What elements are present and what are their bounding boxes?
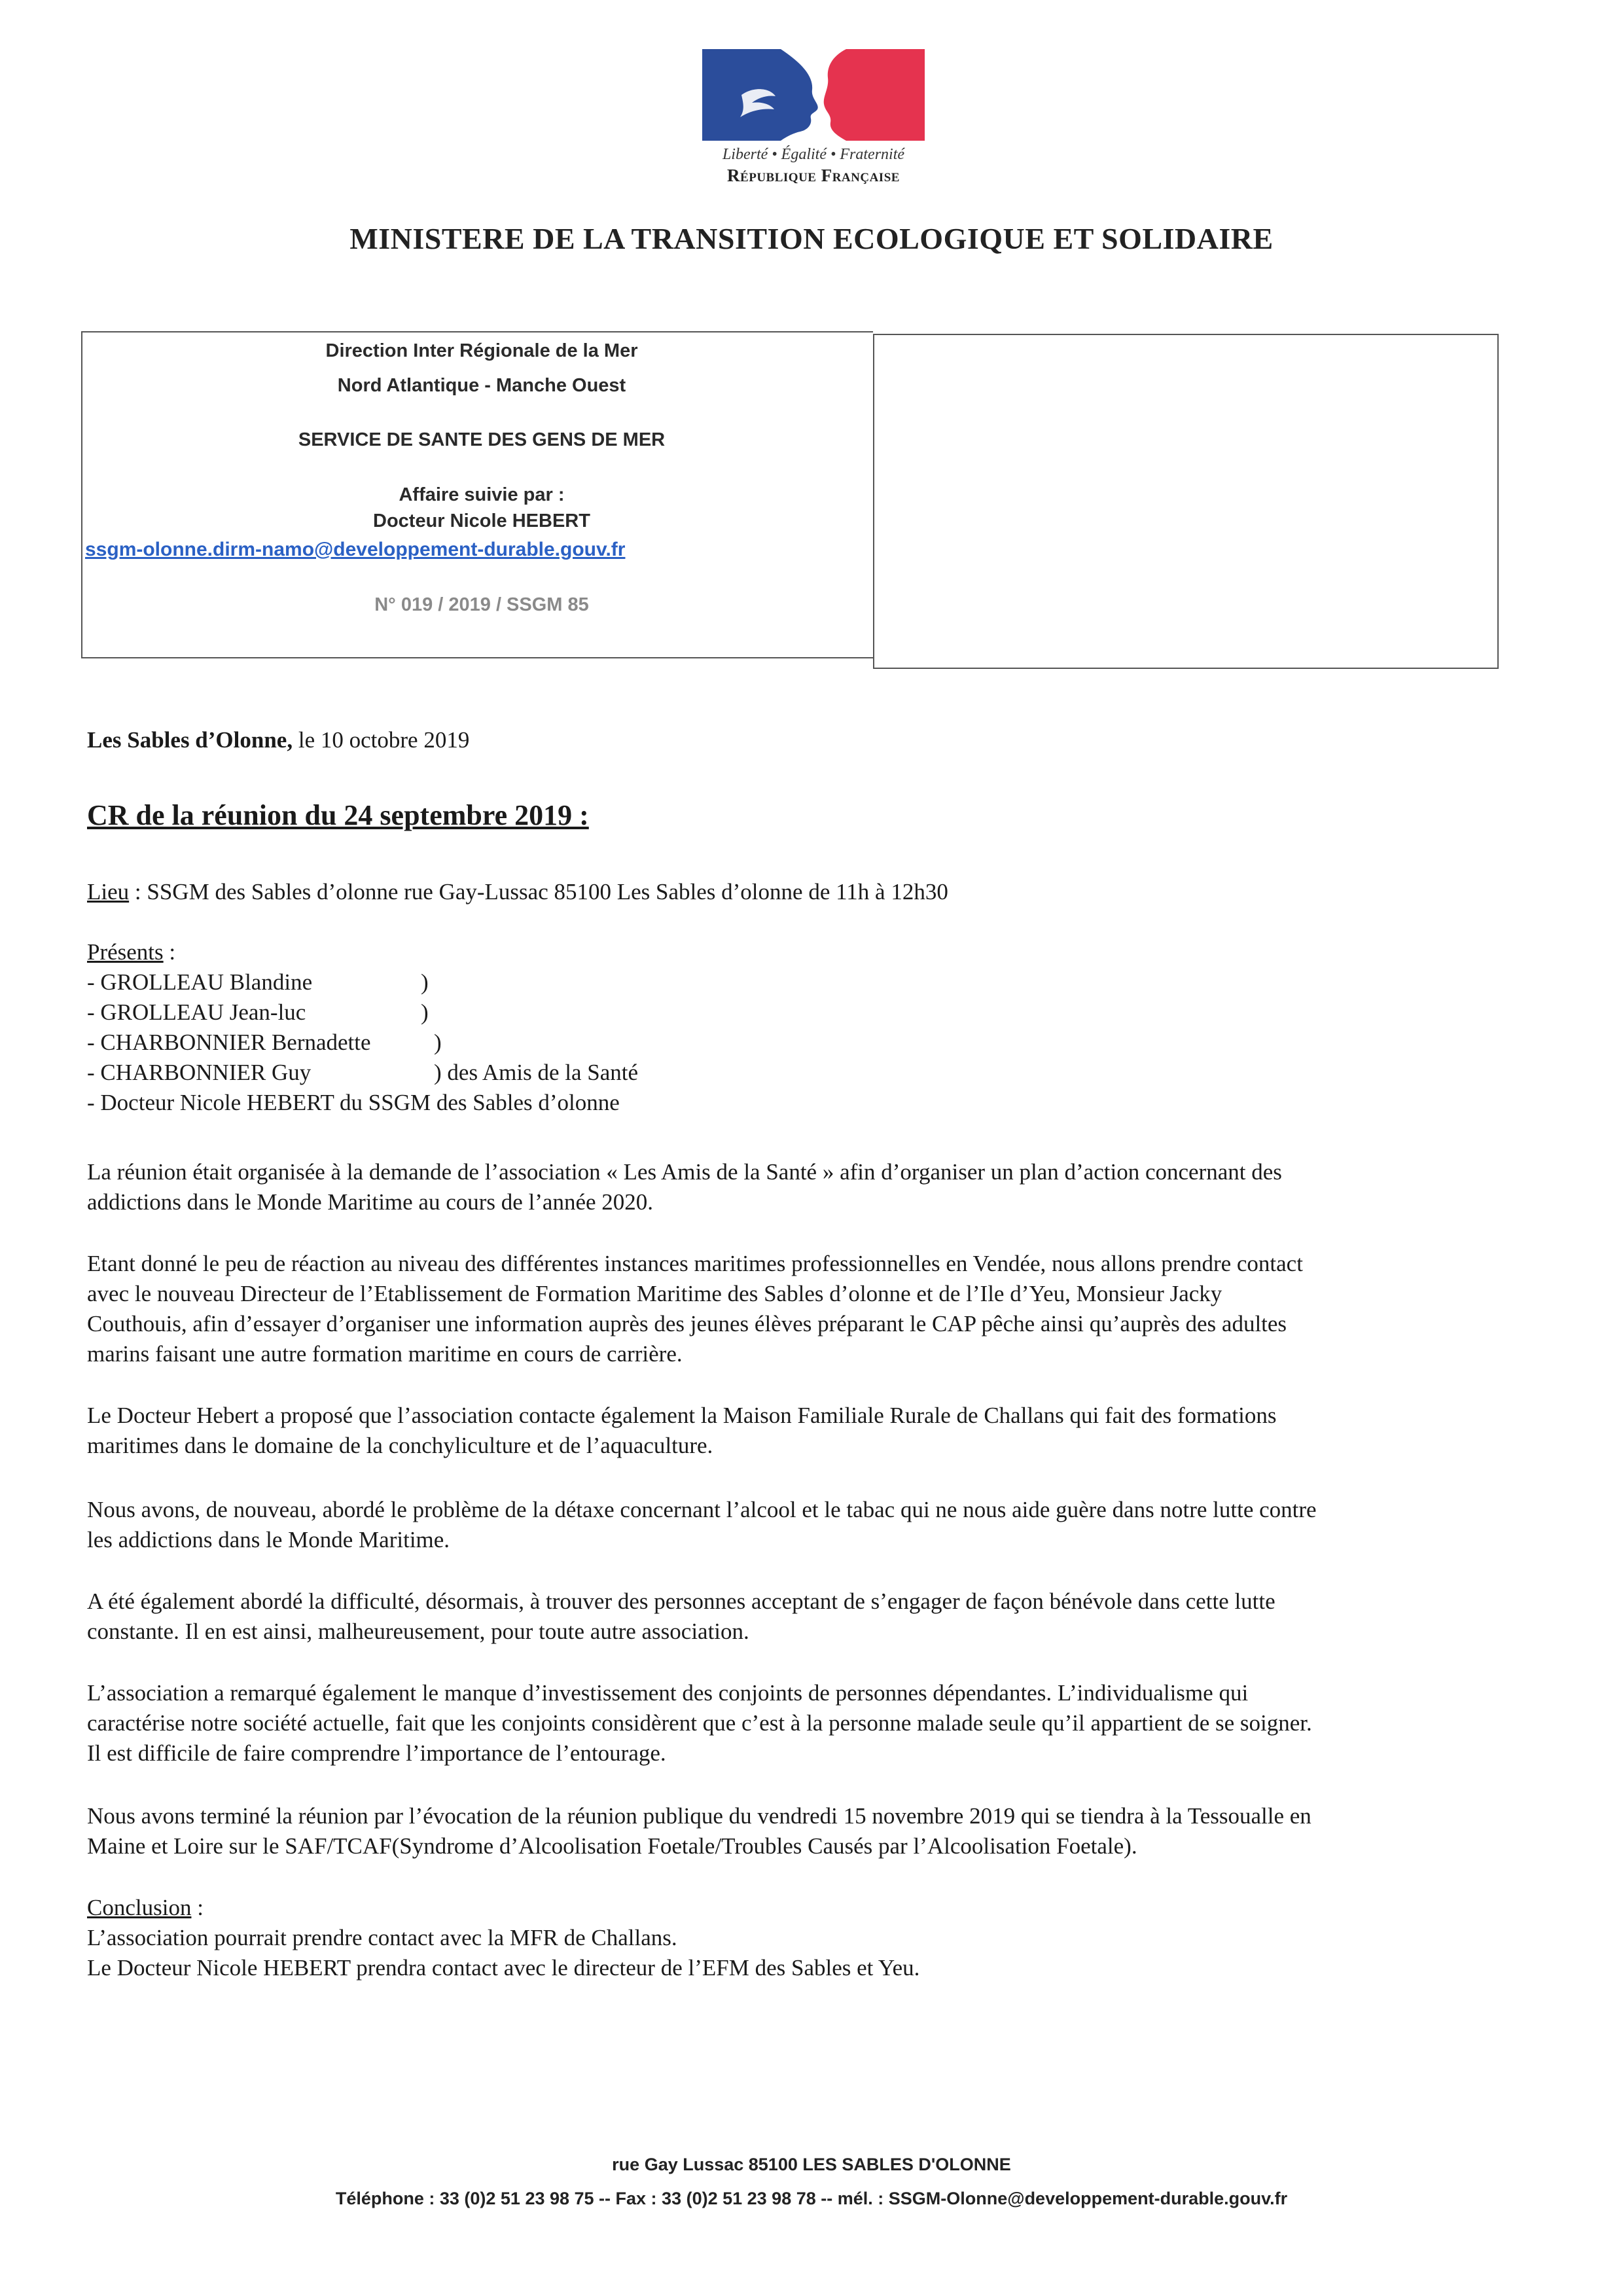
paragraph-line: Nous avons terminé la réunion par l’évocation de la réunion publique du vendredi 15 novembre 2019 qui se tiendra à la Tessoualle en — [87, 1803, 1311, 1829]
paragraph-line: La réunion était organisée à la demande de l’association « Les Amis de la Santé » afin d’organiser un plan d’action concernant des — [87, 1159, 1282, 1185]
date-place: Les Sables d’Olonne, — [87, 727, 293, 753]
report-title: CR de la réunion du 24 septembre 2019 : — [87, 799, 589, 831]
logo-republic-name: République Française — [727, 166, 900, 185]
letter-date — [87, 725, 1540, 755]
conclusion-heading — [87, 1893, 1540, 1923]
paragraph-line: Il est difficile de faire comprendre l’importance de l’entourage. — [87, 1740, 666, 1766]
paragraph-line: caractérise notre société actuelle, fait que les conjoints considèrent que c’est à la personne malade seule qu’il appartient de se soigner. — [87, 1710, 1312, 1736]
list-item: - Docteur Nicole HEBERT du SSGM des Sables d’olonne — [87, 1090, 620, 1115]
paragraph-line: Maine et Loire sur le SAF/TCAF(Syndrome d’Alcoolisation Foetale/Troubles Causés par l’Alcoolisation Foetale). — [87, 1833, 1137, 1859]
paragraph-line: A été également abordé la difficulté, désormais, à trouver des personnes acceptant de s’engager de façon bénévole dans cette lutte — [87, 1588, 1275, 1614]
paragraph-line: addictions dans le Monde Maritime au cours de l’année 2020. — [87, 1189, 654, 1215]
paragraph-4 — [87, 1495, 1540, 1555]
header-box-right — [873, 334, 1499, 669]
paragraph-line: Couthouis, afin d’essayer d’organiser une information auprès des jeunes élèves préparant le CAP pêche ainsi qu’auprès des adultes — [87, 1311, 1287, 1336]
header-doctor: Docteur Nicole HEBERT — [373, 511, 590, 531]
conclusion-label: Conclusion — [87, 1895, 192, 1920]
ministry-title: MINISTERE DE LA TRANSITION ECOLOGIQUE ET SOLIDAIRE — [349, 222, 1274, 255]
footer-contact: Téléphone : 33 (0)2 51 23 98 75 -- Fax : 33 (0)2 51 23 98 78 -- mél. : SSGM-Olonne@developpement-durable.gouv.fr — [335, 2189, 1288, 2208]
list-item: - GROLLEAU Jean-luc — [87, 999, 306, 1025]
conclusion-line: L’association pourrait prendre contact avec la MFR de Challans. — [87, 1925, 677, 1950]
header-direction: Direction Inter Régionale de la Mer — [325, 340, 638, 361]
paragraph-6 — [87, 1678, 1540, 1768]
paragraph-5 — [87, 1587, 1540, 1647]
lieu-line — [87, 877, 1540, 907]
header-followed-by: Affaire suivie par : — [399, 484, 565, 505]
lieu-label: Lieu — [87, 879, 130, 905]
conclusion-line: Le Docteur Nicole HEBERT prendra contact avec le directeur de l’EFM des Sables et Yeu. — [87, 1955, 920, 1981]
paragraph-line: Nous avons, de nouveau, abordé le problème de la détaxe concernant l’alcool et le tabac qui ne nous aide guère dans notre lutte contre — [87, 1497, 1317, 1522]
list-item: - CHARBONNIER Guy — [87, 1060, 312, 1085]
footer-address: rue Gay Lussac 85100 LES SABLES D'OLONNE — [612, 2155, 1011, 2174]
paragraph-2 — [87, 1249, 1540, 1369]
presents-suffix: : — [163, 939, 176, 965]
paragraph-line: Le Docteur Hebert a proposé que l’association contacte également la Maison Familiale Rurale de Challans qui fait des formations — [87, 1403, 1277, 1428]
paragraph-line: Etant donné le peu de réaction au niveau des différentes instances maritimes professionnelles en Vendée, nous allons prendre contact — [87, 1251, 1303, 1276]
header-reference: N° 019 / 2019 / SSGM 85 — [374, 594, 589, 615]
logo-motto: Liberté • Égalité • Fraternité — [722, 146, 905, 163]
paragraph-line: constante. Il en est ainsi, malheureusement, pour toute autre association. — [87, 1619, 749, 1644]
header-service: SERVICE DE SANTE DES GENS DE MER — [298, 429, 666, 450]
paragraph-1 — [87, 1157, 1540, 1217]
paragraph-line: maritimes dans le domaine de la conchyliculture et de l’aquaculture. — [87, 1433, 713, 1458]
paragraph-line: L’association a remarqué également le manque d’investissement des conjoints de personnes dépendantes. L’individualisme qui — [87, 1680, 1249, 1706]
list-item: - GROLLEAU Blandine — [87, 969, 313, 995]
republic-logo — [702, 49, 925, 187]
paragraph-7 — [87, 1801, 1540, 1861]
paragraph-line: marins faisant une autre formation maritime en cours de carrière. — [87, 1341, 683, 1367]
bracket-mark: ) — [421, 969, 429, 995]
marianne-profile-icon — [702, 49, 925, 141]
bracket-mark: ) — [434, 1030, 442, 1055]
group-label: ) des Amis de la Santé — [434, 1060, 639, 1085]
presents-list — [87, 967, 1540, 1124]
header-region: Nord Atlantique - Manche Ouest — [337, 375, 626, 396]
list-item: - CHARBONNIER Bernadette — [87, 1030, 371, 1055]
presents-label: Présents — [87, 939, 164, 965]
paragraph-line: avec le nouveau Directeur de l’Etablissement de Formation Maritime des Sables d’olonne et de l’Ile d’Yeu, Monsieur Jacky — [87, 1281, 1222, 1306]
conclusion-section — [87, 1893, 1540, 1983]
bracket-mark: ) — [421, 999, 429, 1025]
header-email-link[interactable]: ssgm-olonne.dirm-namo@developpement-durable.gouv.fr — [85, 539, 626, 560]
presents-heading — [87, 937, 1540, 967]
date-text: le 10 octobre 2019 — [293, 727, 470, 753]
conclusion-suffix: : — [191, 1895, 204, 1920]
lieu-text: : SSGM des Sables d’olonne rue Gay-Lussac 85100 Les Sables d’olonne de 11h à 12h30 — [129, 879, 948, 905]
paragraph-line: les addictions dans le Monde Maritime. — [87, 1527, 450, 1552]
paragraph-3 — [87, 1401, 1540, 1461]
